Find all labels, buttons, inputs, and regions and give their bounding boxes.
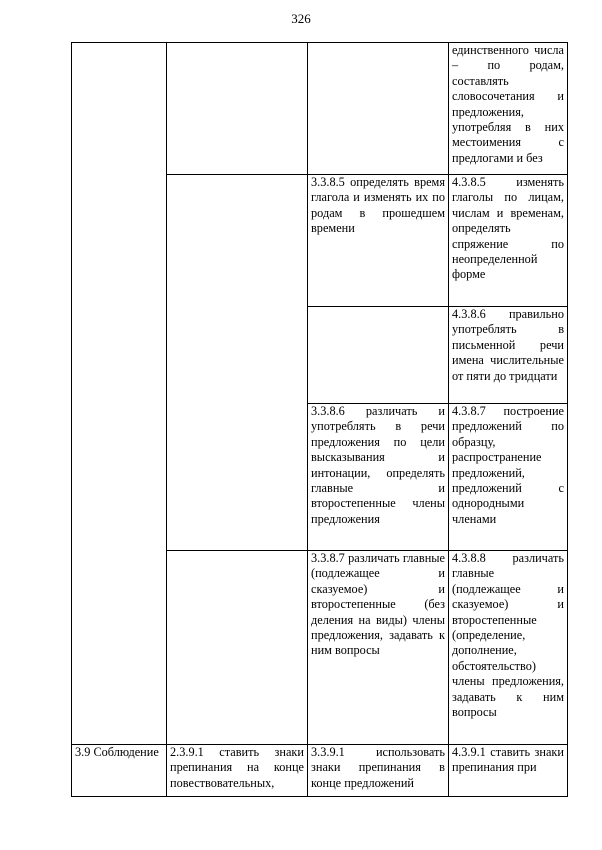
grade4-cell: 4.3.8.8 различать главные (подлежащее и сказуемое) и второстепенные (определение, дополнение, обстоятельство) члены предложения, задавать к ним вопросы xyxy=(449,551,568,745)
section-cell xyxy=(72,43,167,745)
table-row xyxy=(72,745,568,797)
grade2-cell xyxy=(167,551,308,745)
grade3-cell: 3.3.9.1 использовать знаки препинания в конце предложений xyxy=(308,745,449,797)
grade4-cell: единственного числа – по родам, составлять словосочетания и предложения, употребляя в них местоимения с предлогами и без xyxy=(449,43,568,175)
grade3-cell: 3.3.8.5 определять время глагола и изменять их по родам в прошедшем времени xyxy=(308,175,449,307)
grade4-cell: 4.3.8.6 правильно употреблять в письменной речи имена числительные от пяти до тридцати xyxy=(449,307,568,404)
grade4-cell: 4.3.8.5 изменять глаголы по лицам, числам и временам, определять спряжение по неопределенной форме xyxy=(449,175,568,307)
curriculum-table xyxy=(71,42,568,797)
grade3-cell xyxy=(308,307,449,404)
grade3-cell: 3.3.8.6 различать и употреблять в речи предложения по цели высказывания и интонации, определять главные и второстепенные члены предложения xyxy=(308,404,449,551)
table-row xyxy=(72,43,568,175)
grade3-cell xyxy=(308,43,449,175)
grade4-cell: 4.3.9.1 ставить знаки препинания при xyxy=(449,745,568,797)
grade4-cell: 4.3.8.7 построение предложений по образцу, распространение предложений, предложений с однородными членами xyxy=(449,404,568,551)
grade2-cell: 2.3.9.1 ставить знаки препинания на конце повествовательных, xyxy=(167,745,308,797)
grade2-cell xyxy=(167,43,308,175)
grade3-cell: 3.3.8.7 различать главные (подлежащее и сказуемое) и второстепенные (без деления на виды) члены предложения, задавать к ним вопросы xyxy=(308,551,449,745)
page-number: 326 xyxy=(291,11,311,26)
grade2-cell xyxy=(167,175,308,551)
section-cell: 3.9 Соблюдение xyxy=(72,745,167,797)
